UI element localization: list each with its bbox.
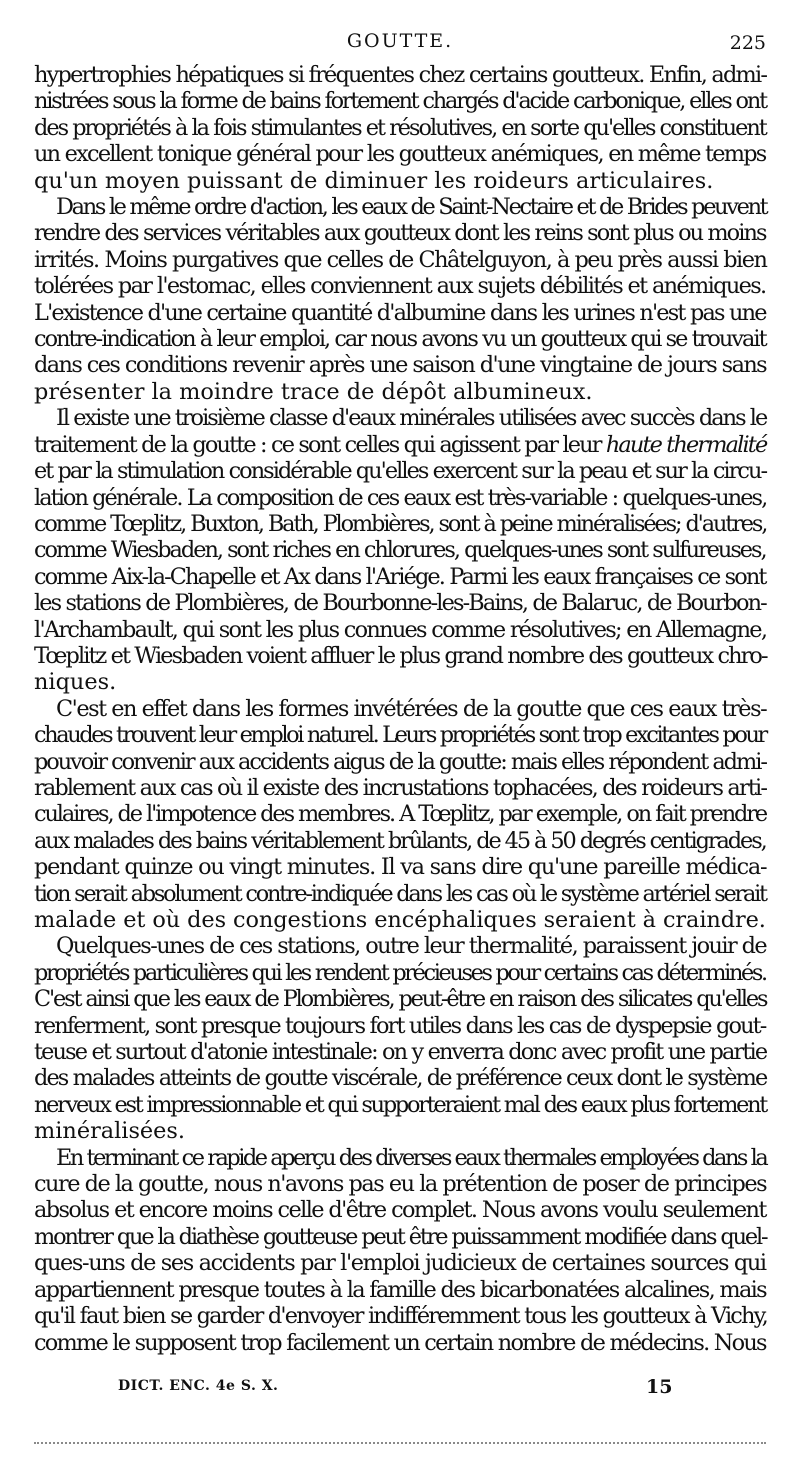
text-line: les stations de Plombières, de Bourbonne-les-Bains, de Balaruc, de Bourbon- (34, 590, 766, 617)
text-line: nistrées sous la forme de bains fortement chargés d'acide carbonique, elles ont (34, 88, 766, 115)
page-number: 225 (729, 32, 766, 54)
text-line: l'Archambault, qui sont les plus connues comme résolutives; en Allemagne, (34, 616, 767, 643)
italic-emphasis: haute thermalité (605, 431, 767, 458)
body-text (34, 62, 766, 1356)
text-line: Il existe une troisième classe d'eaux minérales utilisées avec succès dans le (56, 405, 767, 432)
text-line: chaudes trouvent leur emploi naturel. Leurs propriétés sont trop excitantes pour (34, 722, 766, 749)
text-line: Tœplitz et Wiesbaden voient affluer le plus grand nombre des goutteux chro- (34, 642, 767, 669)
text-line: comme Aix-la-Chapelle et Ax dans l'Ariége. Parmi les eaux françaises ce sont (34, 563, 766, 590)
text-line: lation générale. La composition de ces eaux est très-variable : quelques-unes, (34, 484, 767, 511)
text-line: minéralisées. (34, 1118, 186, 1145)
text-line: propriétés particulières qui les rendent précieuses pour certains cas déterminés. (34, 959, 766, 986)
text-line: nerveux est impressionnable et qui supporteraient mal des eaux plus fortement (34, 1091, 767, 1118)
text-line: L'existence d'une certaine quantité d'albumine dans les urines n'est pas une (34, 299, 766, 326)
text-line: hypertrophies hépatiques si fréquentes chez certains goutteux. Enfin, admi- (34, 62, 767, 88)
text-line: comme Wiesbaden, sont riches en chlorures, quelques-unes sont sulfureuses, (34, 537, 766, 564)
text-line: Quelques-unes de ces stations, outre leur thermalité, paraissent jouir de (56, 933, 767, 960)
text-line: présenter la moindre trace de dépôt albumineux. (34, 378, 593, 405)
text-line: appartiennent presque toutes à la famille des bicarbonatées alcalines, mais (34, 1276, 766, 1303)
text-line: En terminant ce rapide aperçu des diverses eaux thermales employées dans la (56, 1144, 767, 1171)
running-title: GOUTTE. (346, 30, 454, 52)
text-line: ques-uns de ses accidents par l'emploi judicieux de certaines sources qui (34, 1250, 766, 1277)
text-line: un excellent tonique général pour les goutteux anémiques, en même temps (34, 141, 766, 168)
text-line: des malades atteints de goutte viscérale, de préférence ceux dont le système (34, 1065, 767, 1092)
text-line: qu'un moyen puissant de diminuer les roideurs articulaires. (34, 167, 714, 194)
text-line: irrités. Moins purgatives que celles de Châtelguyon, à peu près aussi bien (34, 246, 767, 273)
text-line: cure de la goutte, nous n'avons pas eu la prétention de poser de principes (34, 1171, 767, 1198)
text-line: comme le supposent trop facilement un certain nombre de médecins. Nous (34, 1329, 766, 1356)
text-line: renferment, sont presque toujours fort utiles dans les cas de dyspepsie gout- (34, 1012, 766, 1039)
text-line: rablement aux cas où il existe des incrustations tophacées, des roideurs arti- (34, 774, 767, 801)
text-line: Dans le même ordre d'action, les eaux de Saint-Nectaire et de Brides peuvent (56, 194, 767, 221)
text-line: et par la stimulation considérable qu'elles exercent sur la peau et sur la circu- (34, 458, 767, 485)
text-line: contre-indication à leur emploi, car nous avons vu un goutteux qui se trouvait (34, 326, 766, 353)
text-line: comme Tœplitz, Buxton, Bath, Plombières, sont à peine minéralisées; d'autres, (34, 510, 767, 537)
text-line: aux malades des bains véritablement brûlants, de 45 à 50 degrés centigrades, (34, 827, 766, 854)
text-line: tolérées par l'estomac, elles conviennent aux sujets débilités et anémiques. (34, 273, 766, 300)
text-line: tion serait absolument contre-indiquée dans les cas où le système artériel serait (34, 880, 766, 907)
text-line: absolus et encore moins celle d'être complet. Nous avons voulu seulement (34, 1197, 766, 1224)
text-line: teuse et surtout d'atonie intestinale: on y enverra donc avec profit une partie (34, 1039, 767, 1066)
text-line: C'est en effet dans les formes invétérées de la goutte que ces eaux très- (56, 695, 767, 722)
running-header (34, 22, 766, 58)
text-line: qu'il faut bien se garder d'envoyer indifféremment tous les goutteux à Vichy, (34, 1303, 767, 1330)
text-line: pouvoir convenir aux accidents aigus de la goutte: mais elles répondent admi- (34, 748, 766, 775)
text-line: dans ces conditions revenir après une saison d'une vingtaine de jours sans (34, 352, 767, 379)
text-line: des propriétés à la fois stimulantes et résolutives, en sorte qu'elles constituent (34, 114, 766, 141)
text-line (34, 432, 766, 458)
text-line: culaires, de l'impotence des membres. A Tœplitz, par exemple, on fait prendre (34, 801, 767, 828)
text-line: pendant quinze ou vingt minutes. Il va sans dire qu'une pareille médica- (34, 854, 767, 881)
text-line: montrer que la diathèse goutteuse peut être puissamment modifiée dans quel- (34, 1223, 767, 1250)
text-line: malade et où des congestions encéphaliques seraient à craindre. (34, 907, 766, 933)
scan-edge-divider (34, 1442, 766, 1444)
text-line: C'est ainsi que les eaux de Plombières, peut-être en raison des silicates qu'elles (34, 986, 767, 1013)
text-line: niques. (34, 669, 117, 696)
volume-signature: DICT. ENC. 4e S. X. (118, 1378, 279, 1394)
sheet-number: 15 (646, 1376, 673, 1398)
text-line: rendre des services véritables aux goutteux dont les reins sont plus ou moins (34, 220, 766, 247)
text-segment: traitement de la goutte : ce sont celles qui agissent par leur (34, 431, 601, 458)
